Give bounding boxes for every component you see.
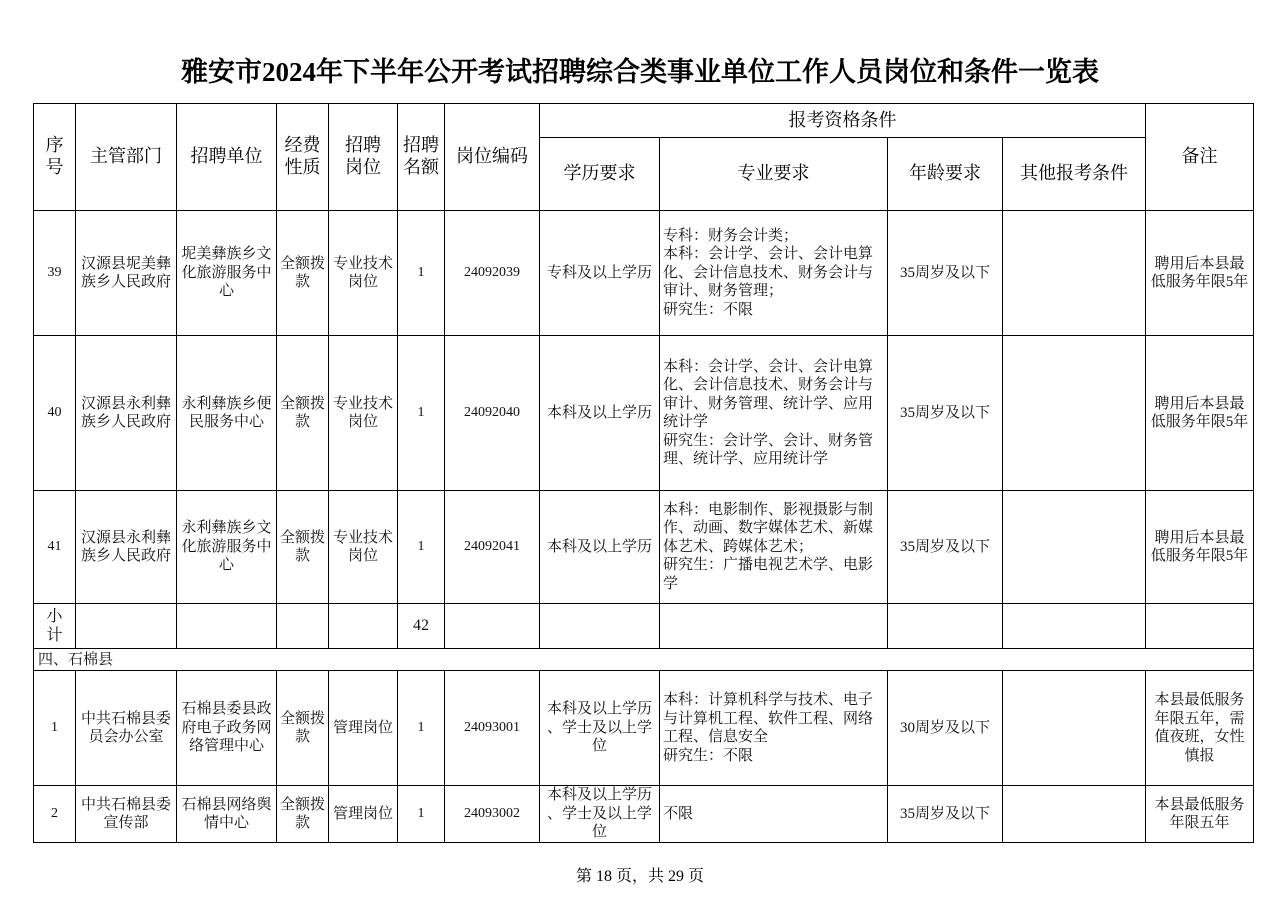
cell-age: 35周岁及以下 — [888, 491, 1003, 604]
cell-position: 专业技术岗位 — [329, 211, 398, 336]
cell-remarks: 聘用后本县最低服务年限5年 — [1146, 211, 1254, 336]
cell-department: 中共石棉县委宣传部 — [76, 786, 177, 843]
cell-code: 24092041 — [445, 491, 540, 604]
document-title: 雅安市2024年下半年公开考试招聘综合类事业单位工作人员岗位和条件一览表 — [181, 57, 1099, 87]
subtotal-label-cell — [34, 604, 76, 649]
cell-education: 本科及以上学历 — [540, 491, 660, 604]
cell-unit: 石棉县委县政府电子政务网络管理中心 — [177, 671, 277, 786]
section-title: 四、石棉县 — [34, 649, 1254, 671]
header-other: 其他报考条件 — [1003, 138, 1146, 211]
cell-education: 本科及以上学历、学士及以上学位 — [540, 671, 660, 786]
cell-other — [1003, 491, 1146, 604]
header-education: 学历要求 — [540, 138, 660, 211]
cell-funding: 全额拨款 — [277, 211, 329, 336]
cell-code: 24093002 — [445, 786, 540, 843]
cell-empty — [76, 604, 177, 649]
table-header — [34, 104, 1254, 211]
header-position-label: 招聘岗位 — [344, 135, 381, 178]
cell-quota: 1 — [398, 211, 445, 336]
cell-no: 2 — [34, 786, 76, 843]
cell-other — [1003, 211, 1146, 336]
major-line: 研究生：不限 — [663, 747, 754, 764]
cell-no: 41 — [34, 491, 76, 604]
header-no-label: 序号 — [45, 135, 64, 178]
cell-funding: 全额拨款 — [277, 786, 329, 843]
cell-empty — [888, 604, 1003, 649]
table-row — [34, 671, 1254, 786]
cell-unit: 坭美彝族乡文化旅游服务中心 — [177, 211, 277, 336]
cell-department: 汉源县永利彝族乡人民政府 — [76, 336, 177, 491]
cell-no: 1 — [34, 671, 76, 786]
cell-other — [1003, 336, 1146, 491]
cell-position: 管理岗位 — [329, 786, 398, 843]
table-row — [34, 786, 1254, 843]
cell-code: 24093001 — [445, 671, 540, 786]
cell-department: 中共石棉县委员会办公室 — [76, 671, 177, 786]
header-major: 专业要求 — [660, 138, 888, 211]
header-funding-label: 经费性质 — [284, 135, 321, 178]
cell-position: 专业技术岗位 — [329, 336, 398, 491]
header-quota — [398, 104, 445, 211]
header-qualifications: 报考资格条件 — [540, 104, 1146, 138]
cell-empty — [1003, 604, 1146, 649]
major-line: 研究生：会计学、会计、财务管理、统计学、应用统计学 — [663, 432, 874, 467]
table-body — [34, 211, 1254, 843]
major-line: 不限 — [663, 805, 694, 822]
header-position — [329, 104, 398, 211]
cell-quota: 1 — [398, 786, 445, 843]
cell-age: 35周岁及以下 — [888, 211, 1003, 336]
major-line: 研究生：不限 — [663, 301, 754, 318]
section-row — [34, 649, 1254, 671]
cell-age: 35周岁及以下 — [888, 336, 1003, 491]
cell-position: 专业技术岗位 — [329, 491, 398, 604]
cell-empty — [1146, 604, 1254, 649]
cell-quota: 1 — [398, 491, 445, 604]
cell-unit: 石棉县网络舆情中心 — [177, 786, 277, 843]
cell-no: 39 — [34, 211, 76, 336]
cell-remarks: 本县最低服务年限五年，需值夜班，女性慎报 — [1146, 671, 1254, 786]
cell-code: 24092039 — [445, 211, 540, 336]
cell-age: 30周岁及以下 — [888, 671, 1003, 786]
cell-unit: 永利彝族乡便民服务中心 — [177, 336, 277, 491]
subtotal-label: 小计 — [46, 607, 63, 644]
header-unit: 招聘单位 — [177, 104, 277, 211]
table-row — [34, 491, 1254, 604]
cell-major — [660, 786, 888, 843]
cell-no: 40 — [34, 336, 76, 491]
table-row — [34, 211, 1254, 336]
major-line: 本科：计算机科学与技术、电子与计算机工程、软件工程、网络工程、信息安全 — [663, 692, 874, 745]
cell-major — [660, 491, 888, 604]
cell-other — [1003, 786, 1146, 843]
cell-department: 汉源县坭美彝族乡人民政府 — [76, 211, 177, 336]
cell-funding: 全额拨款 — [277, 336, 329, 491]
cell-code: 24092040 — [445, 336, 540, 491]
major-line: 研究生：广播电视艺术学、电影学 — [663, 557, 874, 592]
header-row-top — [34, 104, 1254, 138]
table-row — [34, 336, 1254, 491]
header-quota-label: 招聘名额 — [402, 135, 439, 178]
cell-remarks: 聘用后本县最低服务年限5年 — [1146, 491, 1254, 604]
major-line: 专科：财务会计类； — [663, 227, 799, 244]
cell-position: 管理岗位 — [329, 671, 398, 786]
cell-education: 本科及以上学历、学士及以上学位 — [540, 786, 660, 843]
subtotal-row — [34, 604, 1254, 649]
major-line: 本科：电影制作、影视摄影与制作、动画、数字媒体艺术、新媒体艺术、跨媒体艺术； — [663, 501, 874, 555]
cell-education: 专科及以上学历 — [540, 211, 660, 336]
positions-table — [33, 103, 1254, 843]
header-department: 主管部门 — [76, 104, 177, 211]
cell-empty — [177, 604, 277, 649]
cell-quota: 1 — [398, 671, 445, 786]
header-code: 岗位编码 — [445, 104, 540, 211]
cell-funding: 全额拨款 — [277, 491, 329, 604]
cell-unit: 永利彝族乡文化旅游服务中心 — [177, 491, 277, 604]
header-funding — [277, 104, 329, 211]
cell-remarks: 本县最低服务年限五年 — [1146, 786, 1254, 843]
cell-department: 汉源县永利彝族乡人民政府 — [76, 491, 177, 604]
page-number: 第 18 页，共 29 页 — [575, 868, 704, 885]
cell-funding: 全额拨款 — [277, 671, 329, 786]
header-no — [34, 104, 76, 211]
cell-major — [660, 336, 888, 491]
cell-remarks: 聘用后本县最低服务年限5年 — [1146, 336, 1254, 491]
cell-empty — [277, 604, 329, 649]
subtotal-quota: 42 — [398, 604, 445, 649]
header-remarks: 备注 — [1146, 104, 1254, 211]
header-age: 年龄要求 — [888, 138, 1003, 211]
cell-empty — [540, 604, 660, 649]
cell-other — [1003, 671, 1146, 786]
cell-quota: 1 — [398, 336, 445, 491]
cell-empty — [445, 604, 540, 649]
cell-major — [660, 211, 888, 336]
cell-education: 本科及以上学历 — [540, 336, 660, 491]
cell-major — [660, 671, 888, 786]
major-line: 本科：会计学、会计、会计电算化、会计信息技术、财务会计与审计、财务管理、统计学、应用统计学 — [663, 358, 874, 430]
major-line: 本科：会计学、会计、会计电算化、会计信息技术、财务会计与审计、财务管理； — [663, 246, 874, 300]
cell-empty — [329, 604, 398, 649]
cell-age: 35周岁及以下 — [888, 786, 1003, 843]
cell-empty — [660, 604, 888, 649]
